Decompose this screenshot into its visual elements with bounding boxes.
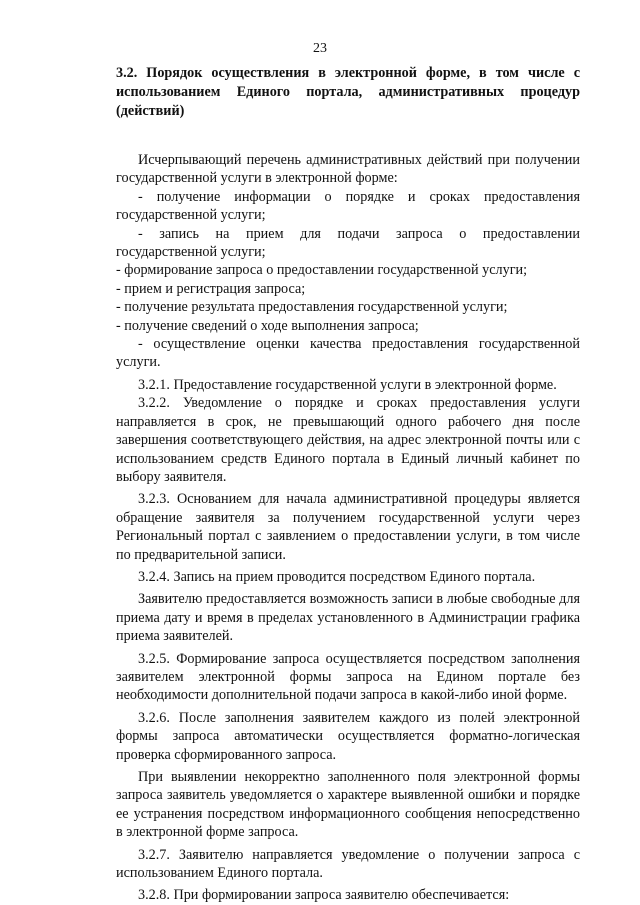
list-item: - получение результата предоставления государственной услуги; (116, 299, 508, 316)
document-body (116, 64, 580, 905)
paragraph: 3.2.7. Заявителю направляется уведомление о получении запроса с использованием Единого портала. (116, 846, 580, 882)
section-heading: 3.2. Порядок осуществления в электронной форме, в том числе с использованием Единого портала, административных процедур (действий) (116, 65, 580, 119)
paragraph: Заявителю предоставляется возможность записи в любые свободные для приема дату и время в пределах установленного в Администрации графика приема заявителей. (116, 591, 580, 645)
paragraph: При выявлении некорректно заполненного поля электронной формы запроса заявитель уведомляется о характере выявленной ошибки и порядке ее устранения посредством информационного сообщения непосредственно в электронной форме запроса. (116, 769, 580, 841)
list-item: - формирование запроса о предоставлении государственной услуги; (116, 262, 528, 279)
list-item: - осуществление оценки качества предоставления государственной услуги. (116, 336, 580, 371)
list-item: - получение информации о порядке и сроках предоставления государственной услуги; (116, 188, 580, 224)
page-number: 23 (313, 41, 327, 56)
paragraph: 3.2.8. При формировании запроса заявителю обеспечивается: (138, 887, 510, 904)
paragraph: 3.2.2. Уведомление о порядке и сроках предоставления услуги направляется в срок, не превышающий одного рабочего дня после завершения соответствующего действия, на адрес электронной почты или с использованием средств Единого портала в Единый личный кабинет по выбору заявителя. (116, 395, 580, 485)
list-item: - получение сведений о ходе выполнения запроса; (116, 317, 419, 334)
list-item: - прием и регистрация запроса; (116, 280, 306, 297)
paragraph: 3.2.1. Предоставление государственной услуги в электронной форме. (138, 376, 557, 393)
list-item: - запись на прием для подачи запроса о предоставлении государственной услуги; (116, 225, 580, 261)
paragraph: 3.2.3. Основанием для начала административной процедуры является обращение заявителя за получением государственной услуги через Региональный портал с заявлением о предоставлении услуги, в том числе по предварительной записи. (116, 491, 580, 563)
paragraph: 3.2.4. Запись на прием проводится посредством Единого портала. (138, 568, 536, 585)
paragraph: Исчерпывающий перечень административных действий при получении государственной услуги в электронной форме: (116, 152, 580, 187)
paragraph: 3.2.6. После заполнения заявителем каждого из полей электронной формы запроса автоматически осуществляется форматно-логическая проверка сформированного запроса. (116, 709, 580, 763)
paragraph: 3.2.5. Формирование запроса осуществляется посредством заполнения заявителем электронной формы запроса на Едином портале без необходимости дополнительной подачи запроса в какой-либо иной форме. (116, 650, 580, 704)
